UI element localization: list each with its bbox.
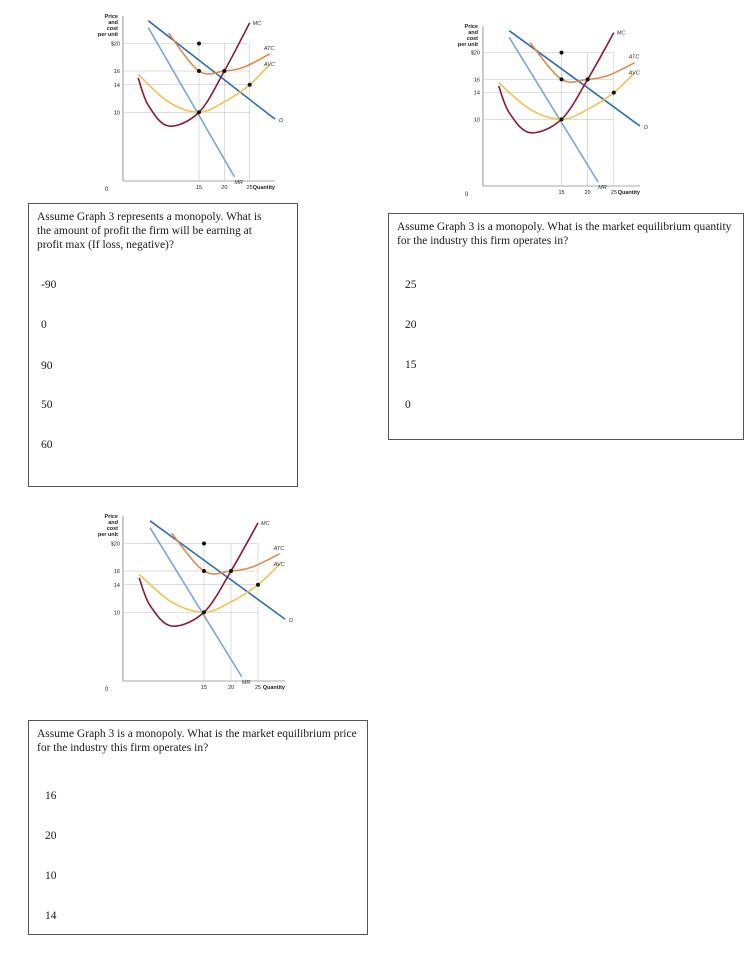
data-point [586,77,590,81]
data-point [248,83,252,87]
data-point [197,69,201,73]
y-axis-label: Price [104,14,118,20]
y-axis-label: per unit [457,42,478,48]
graph-top-left [95,10,285,195]
series-line-mr [148,28,234,177]
series-line-d [150,521,285,619]
series-label: MC [261,520,270,527]
y-tick-label: 14 [113,82,120,89]
series-line-mr [509,37,598,182]
series-line-mr [150,528,242,677]
series-label: MR [234,179,244,186]
data-point [560,117,564,121]
data-point [202,569,206,573]
answer-option[interactable]: 10 [45,870,57,882]
series-label: MR [598,185,607,191]
series-label: MR [241,679,251,686]
series-label: ATC [263,45,275,52]
question-box-profit [28,203,298,487]
x-tick-label: 25 [254,685,262,691]
series-line-d [509,31,640,126]
question-text: Assume Graph 3 represents a monopoly. What is the amount of profit the firm will be earning at profit max (If loss, negative)? [37,211,262,251]
graph-top-right [455,20,650,200]
x-tick-label: 25 [610,190,617,196]
y-tick-label: 10 [473,117,480,124]
data-point [612,91,616,95]
y-tick-label: $20 [110,41,120,48]
y-axis-label: Price [104,514,118,520]
series-line-atc [530,43,635,83]
y-axis-label: per unit [97,32,118,38]
data-point [560,51,564,55]
y-axis-label: cost [466,36,478,42]
y-tick-label: 10 [113,110,120,117]
answer-option[interactable]: 0 [405,399,411,411]
y-tick-label: 16 [113,69,120,75]
series-line-atc [172,533,280,574]
answer-option[interactable]: -90 [41,279,57,291]
data-point [202,610,206,614]
y-axis-label: per unit [97,532,118,538]
series-line-d [148,21,275,119]
data-point [222,69,226,73]
y-tick-label: 16 [473,77,480,84]
question-text: Assume Graph 3 is a monopoly. What is the market equilibrium quantity for the industry this firm operates in? [397,221,732,247]
x-tick-label: 20 [221,185,228,191]
y-axis-label: Price [464,24,478,30]
answer-option[interactable]: 14 [45,910,57,922]
x-tick-label: 15 [558,190,565,196]
answer-option[interactable]: 16 [45,790,57,802]
chart [455,20,650,200]
y-tick-label: 14 [473,90,480,97]
series-line-atc [169,33,270,74]
series-label: AVC [263,62,275,69]
x-tick-label: 20 [227,685,235,691]
origin-label: 0 [105,187,109,193]
data-point [229,569,233,573]
series-label: MC [252,20,262,27]
answer-option[interactable]: 50 [41,399,53,411]
answer-option[interactable]: 0 [41,319,47,331]
series-label: AVC [273,562,285,569]
chart [95,510,295,695]
question-box-price [28,720,368,935]
data-point [256,583,260,587]
y-axis-label: and [108,20,118,26]
y-tick-label: 14 [113,582,120,589]
y-tick-label: 10 [113,610,120,617]
x-tick-label: 15 [195,185,203,191]
series-label: D [279,118,283,125]
y-tick-label: $20 [110,541,120,548]
chart [95,10,285,195]
x-tick-label: 25 [246,185,253,191]
y-axis-label: and [108,520,118,526]
x-tick-label: 15 [200,685,208,691]
x-tick-label: 20 [584,190,591,196]
y-axis-label: and [468,30,478,36]
question-text: Assume Graph 3 is a monopoly. What is the market equilibrium price for the industry this firm operates in? [37,728,357,754]
y-axis-label: cost [106,526,118,532]
data-point [202,542,206,546]
answer-option[interactable]: 20 [45,830,57,842]
answer-option[interactable]: 20 [405,319,417,331]
y-tick-label: 16 [113,569,120,575]
data-point [197,42,201,46]
answer-option[interactable]: 15 [405,359,417,371]
y-tick-label: $20 [470,50,480,57]
origin-label: 0 [105,687,109,693]
data-point [197,110,201,114]
graph-bottom-left [95,510,295,695]
x-axis-label: Quantity [262,685,285,691]
series-label: D [644,125,648,131]
series-label: ATC [628,54,640,61]
series-label: D [289,618,293,625]
series-label: AVC [628,70,640,77]
data-point [560,77,564,81]
x-axis-label: Quantity [617,190,640,196]
series-label: MC [616,30,626,37]
y-axis-label: cost [106,26,118,32]
question-box-quantity [388,213,744,440]
answer-option[interactable]: 60 [41,439,53,451]
answer-option[interactable]: 90 [41,360,53,372]
answer-option[interactable]: 25 [405,279,417,291]
origin-label: 0 [465,192,469,198]
series-label: ATC [273,545,285,552]
x-axis-label: Quantity [252,185,275,191]
